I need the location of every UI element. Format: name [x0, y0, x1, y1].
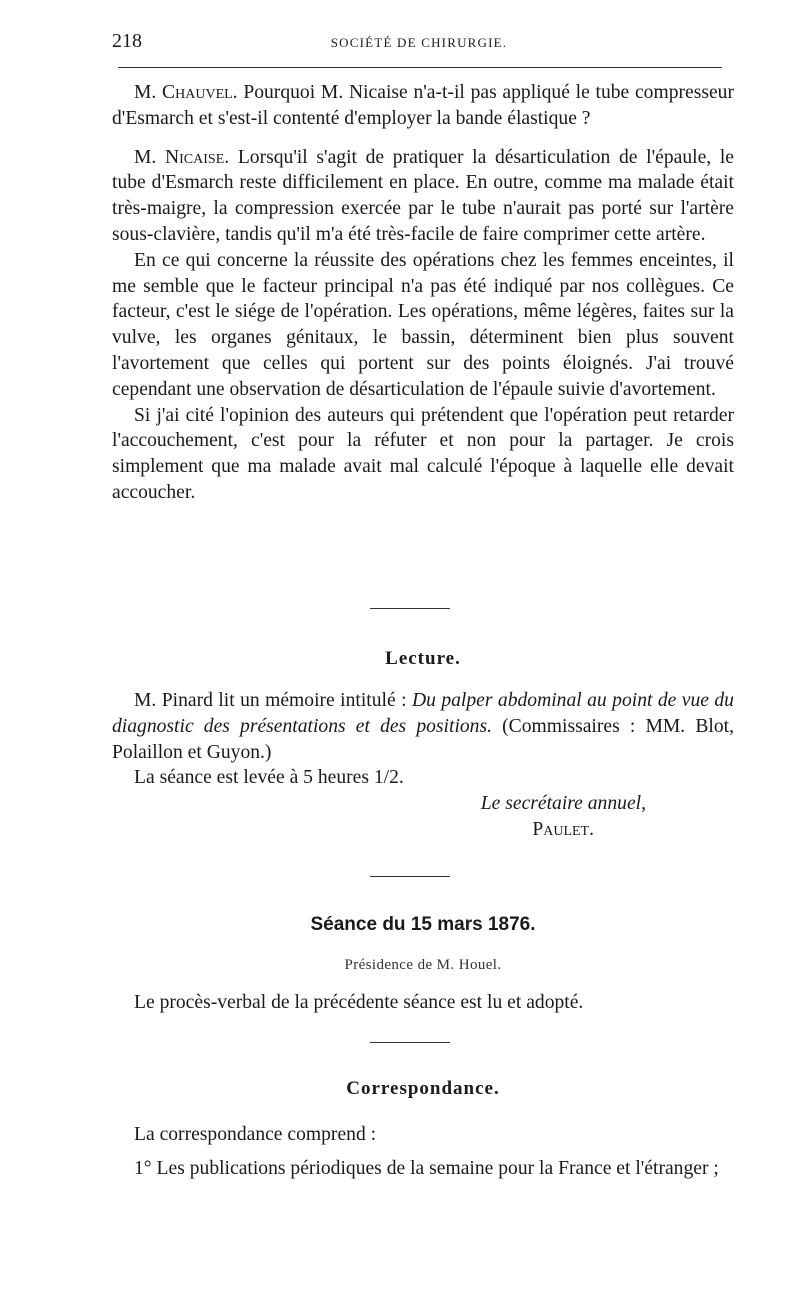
speaker-chauvel: M. Chauvel.	[134, 82, 238, 103]
running-title: SOCIÉTÉ DE CHIRURGIE.	[330, 35, 508, 50]
memoir-title: Du palper abdominal au point de vue du diagnostic des présentations et des positions.	[112, 690, 734, 737]
nicaise-paragraph	[112, 145, 734, 248]
discussion-block	[112, 80, 734, 506]
signature-role: Le secrétaire annuel,	[480, 793, 646, 815]
correspondance-block	[112, 1122, 734, 1182]
chauvel-text: Pourquoi M. Nicaise n'a-t-il pas appliqué le tube compresseur d'Esmarch et s'est-il contenté d'employer la bande élastique ?	[112, 82, 734, 129]
seance-block	[112, 990, 734, 1016]
correspondance-intro: La correspondance comprend :	[134, 1124, 377, 1145]
lecture-commissaires: (Commissaires : MM. Blot, Polaillon et Guyon.)	[112, 715, 734, 763]
body-paragraph: Si j'ai cité l'opinion des auteurs qui prétendent que l'opération peut retarder l'accouchement, c'est pour la réfuter et non pour la partager. Je crois simplement que ma malade avait mal calculé l'époque à laquelle elle devait accoucher.	[112, 404, 734, 503]
proces-verbal-line: Le procès-verbal de la précédente séance est lu et adopté.	[134, 992, 584, 1013]
page-number: 218	[112, 30, 142, 52]
lecture-text: M. Pinard lit un mémoire intitulé :	[134, 690, 412, 711]
section-heading-correspondance: Correspondance.	[346, 1078, 500, 1099]
header-rule	[118, 67, 722, 68]
section-divider	[370, 876, 450, 877]
presidence-line: Présidence de M. Houel.	[344, 957, 502, 973]
lecture-paragraph	[112, 688, 734, 765]
lecture-block	[112, 688, 734, 843]
signature-name: Paulet.	[532, 818, 594, 840]
section-heading-lecture: Lecture.	[385, 648, 461, 669]
seance-heading: Séance du 15 mars 1876.	[310, 914, 536, 935]
section-divider	[370, 1042, 450, 1043]
speaker-nicaise: M. Nicaise.	[134, 146, 230, 168]
page-header	[112, 30, 726, 52]
body-paragraph: En ce qui concerne la réussite des opérations chez les femmes enceintes, il me semble que le facteur principal n'a pas été indiqué par nos collègues. Ce facteur, c'est le siége de l'opération. Les opérations, même légères, faites sur la vulve, les organes génitaux, le bassin, déterminent bien plus souvent l'avortement que celles qui portent sur des points éloignés. J'ai trouvé cependant une observation de désarticulation de l'épaule suivie d'avortement.	[112, 249, 734, 400]
section-divider	[370, 608, 450, 609]
closing-line: La séance est levée à 5 heures 1/2.	[134, 767, 404, 789]
correspondance-item: 1° Les publications périodiques de la semaine pour la France et l'étranger ;	[134, 1157, 719, 1179]
nicaise-text: Lorsqu'il s'agit de pratiquer la désarticulation de l'épaule, le tube d'Esmarch reste difficilement en place. En outre, comme ma malade était très-maigre, la compression exercée par le tube n'aurait pas porté sur l'artère sous-clavière, tandis qu'il m'a été très-facile de faire comprimer cette artère.	[112, 146, 734, 245]
chauvel-paragraph	[112, 80, 734, 132]
